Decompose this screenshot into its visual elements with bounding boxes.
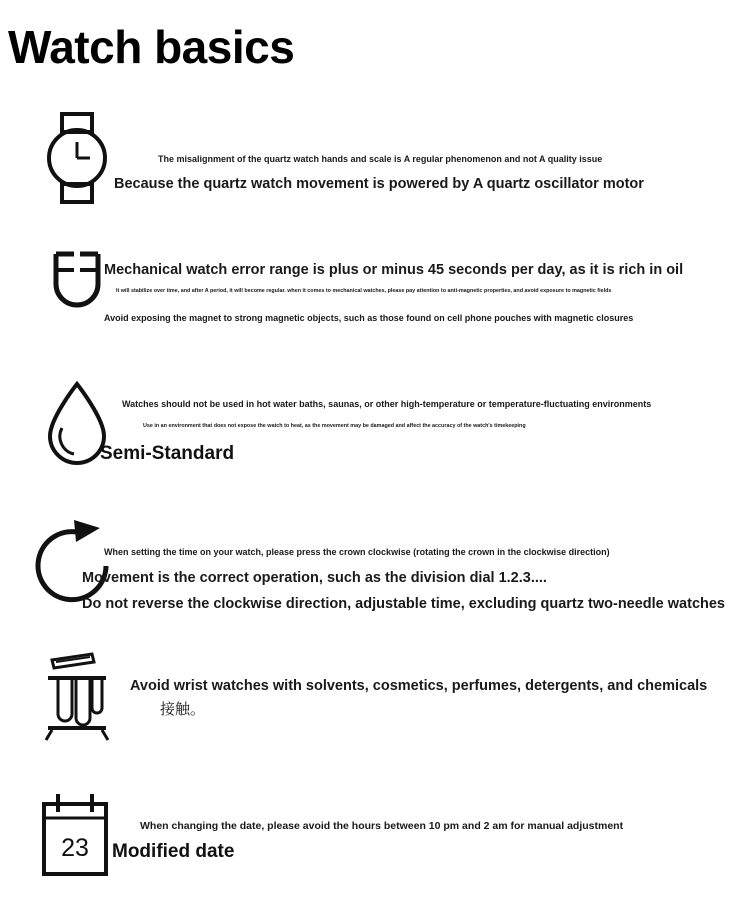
text-line: Avoid wrist watches with solvents, cosmetics, perfumes, detergents, and chemicals: [130, 678, 708, 694]
text-line: Watches should not be used in hot water baths, saunas, or other high-temperature or temperature-fluctuating environments: [122, 399, 652, 409]
page-title: Watch basics: [8, 21, 295, 73]
text-line: Semi-Standard: [100, 443, 235, 464]
text-line: Movement is the correct operation, such as the division dial 1.2.3....: [82, 570, 547, 586]
text-line: Avoid exposing the magnet to strong magnetic objects, such as those found on cell phone pouches with magnetic closures: [104, 313, 634, 323]
text-line: It will stabilize over time, and after A period, it will become regular. when it comes to mechanical watches, please pay attention to anti-magnetic properties, and avoid exposure to magnetic fields: [116, 288, 612, 294]
section-water-resistance: [0, 378, 750, 488]
section-date-change: [0, 788, 750, 898]
watch-icon: [34, 110, 120, 206]
text-line: 接触。: [160, 701, 206, 718]
text-line: The misalignment of the quartz watch hands and scale is A regular phenomenon and not A quality issue: [158, 154, 603, 164]
text-line: Do not reverse the clockwise direction, adjustable time, excluding quartz two-needle watches: [82, 596, 725, 612]
calendar-day-number: 23: [61, 834, 89, 862]
section-quartz-watch: [0, 110, 750, 220]
text-line: When changing the date, please avoid the hours between 10 pm and 2 am for manual adjustment: [140, 820, 624, 832]
text-line: When setting the time on your watch, please press the crown clockwise (rotating the crown in the clockwise direction): [104, 547, 610, 557]
section-crown-rotation: [0, 518, 750, 628]
text-line: Mechanical watch error range is plus or minus 45 seconds per day, as it is rich in oil: [104, 262, 684, 278]
section-chemicals: [0, 648, 750, 758]
text-line: Use in an environment that does not expose the watch to heat, as the movement may be damaged and affect the accuracy of the watch's timekeeping: [143, 423, 526, 429]
text-line: Modified date: [112, 841, 235, 862]
calendar-icon: [34, 788, 120, 884]
text-line: Because the quartz watch movement is powered by A quartz oscillator motor: [114, 176, 644, 192]
section-magnetism: [0, 248, 750, 358]
test-tubes-icon: [34, 648, 120, 744]
